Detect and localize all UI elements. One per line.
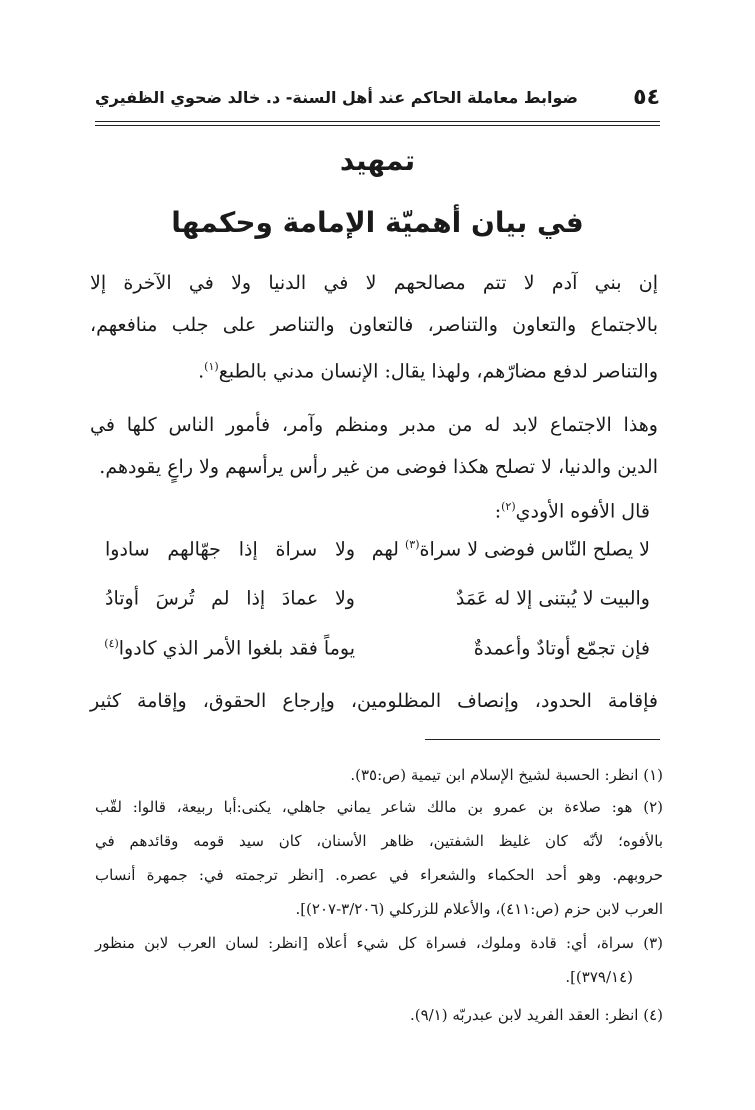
verse-second-hemistich xyxy=(105,637,355,659)
footnote-3-line: (٣٧٩/١٤)]. xyxy=(565,968,633,986)
header-rule-top xyxy=(95,121,660,122)
verse-second-hemistich xyxy=(105,587,355,609)
footnote-4: (٤) انظر: العقد الفريد لابن عبدربّه (٩/١). xyxy=(409,1006,663,1024)
verse-text: فإن تجمّع أوتادٌ وأعمدةٌ xyxy=(473,637,650,660)
footnote-1: (١) انظر: الحسبة لشيخ الإسلام ابن تيمية (ص:٣٥). xyxy=(350,766,663,784)
page-number: ٥٤ xyxy=(633,84,660,110)
footnote-2-line: العرب لابن حزم (ص:٤١١)، والأعلام للزركلي (٣/٢٠٦-٢٠٧)]. xyxy=(295,900,663,918)
footnote-2-line: بالأفوه؛ لأنّه كان غليظ الشفتين، ظاهر الأسنان، كان سيد قومه وقائدهم في xyxy=(95,832,663,850)
footnote-3-line: (٣) سراة، أي: قادة وملوك، فسراة كل شيء أعلاه [انظر: لسان العرب لابن منظور xyxy=(95,934,663,952)
verse xyxy=(105,637,650,667)
footnote-marker: (٣) xyxy=(405,538,420,551)
footnote-2-line: (٢) هو: صلاءة بن عمرو بن مالك شاعر يماني جاهلي، يكنى:أبا ربيعة، قالوا: لقّب xyxy=(95,798,663,816)
verse-text: ولا عمادَ إذا لم تُرسَ أوتادُ xyxy=(105,587,355,610)
paragraph-line: فإقامة الحدود، وإنصاف المظلومين، وإرجاع الحقوق، وإقامة كثير xyxy=(90,690,658,712)
footnote-2-line: حروبهم. وهو أحد الحكماء والشعراء في عصره. [انظر ترجمته في: جمهرة أنساب xyxy=(95,866,663,884)
chapter-subtitle: في بيان أهميّة الإمامة وحكمها xyxy=(171,206,584,239)
footnote-marker: (٢) xyxy=(501,500,516,513)
verse-first-hemistich xyxy=(371,538,650,561)
verse xyxy=(105,587,650,617)
verse-text: يوماً فقد بلغوا الأمر الذي كادوا xyxy=(118,637,355,660)
running-title: ضوابط معاملة الحاكم عند أهل السنة- د. خالد ضحوي الظفيري xyxy=(95,87,578,107)
verse-text: لهم xyxy=(371,538,405,561)
paragraph-line xyxy=(90,352,658,386)
footnote-separator xyxy=(425,739,660,740)
verse-first-hemistich xyxy=(390,587,650,609)
header-rule-bottom xyxy=(95,125,660,126)
poet-intro-colon: : xyxy=(494,500,502,523)
paragraph-end: . xyxy=(198,360,205,383)
footnote-marker: (١) xyxy=(204,360,219,373)
verse-text: والبيت لا يُبتنى إلا له عَمَدٌ xyxy=(455,587,650,610)
verse-text: ولا سراة إذا جهّالهم سادوا xyxy=(105,538,355,561)
verse xyxy=(105,538,650,568)
chapter-title: تمهيد xyxy=(339,144,416,177)
paragraph-text: والتناصر لدفع مضارّهم، ولهذا يقال: الإنسان مدني بالطبع xyxy=(218,360,658,383)
paragraph-line: بالاجتماع والتعاون والتناصر، فالتعاون والتناصر على جلب منافعهم، xyxy=(90,314,658,336)
poet-intro xyxy=(95,492,650,526)
poet-intro-text: قال الأفوه الأودي xyxy=(515,500,650,523)
verse-first-hemistich xyxy=(390,637,650,659)
paragraph-line: الدين والدنيا، لا تصلح هكذا فوضى من غير رأس يرأسهم ولا راعٍ يقودهم. xyxy=(99,456,658,478)
verse-second-hemistich xyxy=(105,538,355,560)
footnote-marker: (٤) xyxy=(104,637,119,650)
paragraph-line: وهذا الاجتماع لابد له من مدبر ومنظم وآمر، فأمور الناس كلها في xyxy=(90,414,658,436)
verse-text: لا يصلح النّاس فوضى لا سراة xyxy=(419,538,650,561)
paragraph-line: إن بني آدم لا تتم مصالحهم لا في الدنيا ولا في الآخرة إلا xyxy=(90,272,658,294)
page-header xyxy=(95,80,660,114)
